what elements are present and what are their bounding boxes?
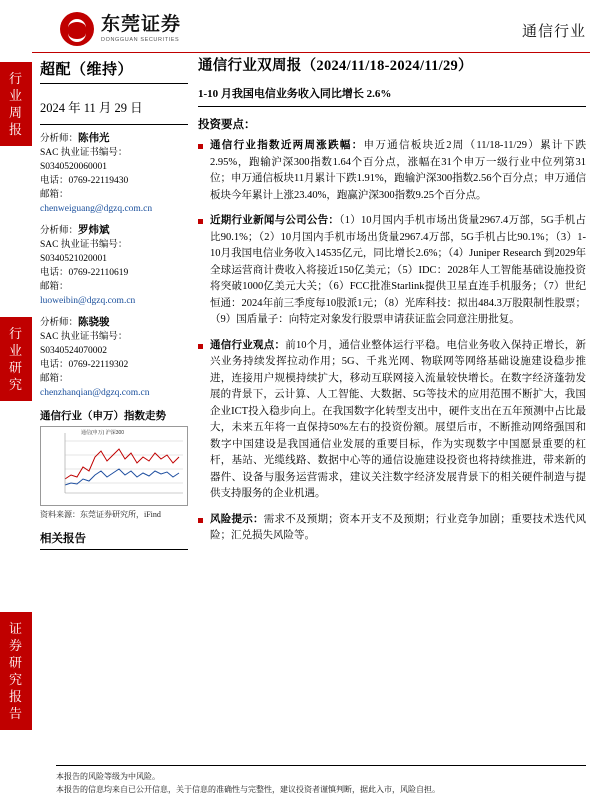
analyst-license-label: SAC 执业证书编号： [40,332,128,342]
analyst-email-label: 邮箱： [40,374,69,384]
rating-label: 超配（维持） [40,62,134,78]
index-chart [40,426,188,506]
section-heading-investment-points: 投资要点： [198,119,256,131]
right-column [198,56,586,554]
analyst-name: 陈骁骏 [78,317,110,328]
logo-text-cn: 东莞证券 [101,14,182,35]
analyst-license-label: SAC 执业证书编号： [40,240,128,250]
analyst-email[interactable]: luoweibin@dgzq.com.cn [40,296,136,306]
index-chart-svg [41,427,187,503]
index-chart-title: 通信行业（申万）指数走势 [40,411,166,422]
header-divider [32,52,590,53]
rail-block-research: 行 业 研 究 [0,317,32,401]
analyst-block [40,132,188,216]
bullet-text: （1）10月国内手机市场出货量2967.4万部，5G手机占比90.1%；（2）10月国内手机市场出货量2967.4万部，5G手机占比90.1%；（3）1-10月我国电信业务收入14535亿元，同比增长2.6%；（4）Juniper Research 到2029年全球运营商计费收入将接近150亿美元；（5）IDC：2028年人工智能基础设施投资将突破1000亿美元大关；（6）FCC批准Starlink提供卫星直连手机服务；（7）世纪恒通：2024年前三季度每10股派1元；（8）光库科技：拟出484.3万股限制性股票；（9）国盾量子：向特定对象发行股票申请获证监会同意注册批复。 [210,215,586,325]
list-item [198,213,586,329]
analyst-role-label: 分析师： [40,134,79,144]
analyst-name: 陈伟光 [78,133,110,144]
footer-risk-line: 本报告的风险等级为中风险。 [56,772,160,781]
analyst-email[interactable]: chenzhanqian@dgzq.com.cn [40,388,150,398]
analyst-phone: 电话：0769-22119430 [40,176,129,186]
rail-block-securities-report: 证 券 研 究 报 告 [0,612,32,730]
analyst-role-label: 分析师： [40,318,79,328]
bullet-lead: 近期行业新闻与公司公告： [210,215,340,226]
analyst-email[interactable]: chenweiguang@dgzq.com.cn [40,204,153,214]
analyst-license-no: S0340521020001 [40,254,108,264]
bullet-lead: 风险提示： [210,513,264,525]
footer-disclaimer-line: 本报告的信息均来自已公开信息，关于信息的准确性与完整性，建议投资者谨慎判断，据此入市，风险自担。 [56,785,440,794]
index-chart-legend: 通信(申万) 沪深300 [81,430,125,436]
page-footer [56,765,586,796]
bullet-text: 前10个月，通信业整体运行平稳。电信业务收入保持正增长，新兴业务持续发挥拉动作用；5G、千兆光网、物联网等网络基础设施建设稳步推进，连接用户规模持续扩大，移动互联网接入流量较快增长。在数字经济蓬勃发展的背景下，云计算、人工智能、大数据、5G等技术的应用范围不断扩大，我国企业ICT投入稳步向上。在我国数字化转型支出中，硬件支出在五年预测中占比最大，未来五年将一直保持50%左右的投资份额。展望后市，不断推动网络强国和数字中国建设是我国通信业发展的重要目标，作为实现数字中国愿景重要的杠杆，基站、光缆线路、数据中心等的通信设施建设投资也将持续推进，带来新的器件、设备与服务运营需求，建议关注数字经济发展背景下的相关硬件制造与提供支持服务的企业机遇。 [210,339,586,499]
report-header [32,8,590,52]
list-item [198,512,586,545]
analyst-role-label: 分析师： [40,226,79,236]
analyst-name: 罗炜斌 [78,225,110,236]
list-item [198,138,586,204]
page-subtitle: 1-10 月我国电信业务收入同比增长 2.6% [198,85,586,107]
bullet-lead: 通信行业观点： [210,339,286,351]
side-rail [0,52,32,800]
related-divider [40,549,188,550]
logo-mark-icon [60,12,94,46]
list-item [198,338,586,503]
bullet-text: 需求不及预期；资本开支不及预期；行业竞争加剧；重要技术迭代风险；汇兑损失风险等。 [210,513,586,541]
page-title: 通信行业双周报（2024/11/18-2024/11/29） [198,58,473,74]
rail-block-weekly: 行 业 周 报 [0,62,32,146]
header-industry-label: 通信行业 [521,24,586,40]
index-chart-source: 资料来源：东莞证券研究所，iFind [40,510,161,519]
analyst-phone: 电话：0769-22119302 [40,360,129,370]
analyst-phone: 电话：0769-22110619 [40,268,129,278]
company-logo [60,12,181,46]
left-column [40,58,188,557]
bullet-text: 申万通信板块近2周（11/18-11/29）累计下跌2.95%，跑输沪深300指数1.64个百分点，涨幅在31个申万一级行业中位列第31位；申万通信板块11月累计下跌1.91%，跑输沪深300指数2.56个百分点；申万通信板块今年累计上涨23.40%，跑赢沪深300指数9.25个百分点。 [210,140,587,201]
bullet-lead: 通信行业指数近两周涨跌幅： [210,140,364,151]
report-date: 2024 年 11 月 29 日 [40,101,143,115]
analyst-block [40,224,188,308]
rating-divider [40,83,188,84]
analyst-license-no: S0340520060001 [40,162,108,172]
analyst-email-label: 邮箱： [40,282,69,292]
investment-points-list [198,138,586,545]
analyst-license-no: S0340524070002 [40,346,108,356]
logo-text-en: DONGGUAN SECURITIES [101,37,180,43]
analyst-block [40,316,188,400]
analyst-license-label: SAC 执业证书编号： [40,148,128,158]
analyst-email-label: 邮箱： [40,190,69,200]
date-divider [40,124,188,125]
footer-divider [56,765,586,766]
related-reports-title: 相关报告 [40,533,86,545]
